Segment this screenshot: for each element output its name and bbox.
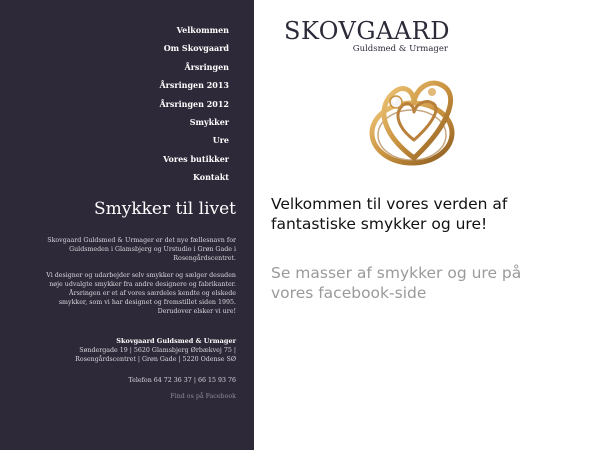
ring-diamond-highlight [393, 99, 397, 103]
logo[interactable] [284, 17, 450, 54]
nav-item-velkommen[interactable]: Velkommen [176, 25, 229, 35]
intro-paragraph: Skovgaard Guldsmed & Urmager er det nye fællesnavn for Guldsmeden i Glamsbjerg og Urstudio i Grøn Gade i Rosengårdscentret. [47, 237, 236, 262]
facebook-promo-link[interactable]: Se masser af smykker og ure på vores facebook-side [271, 264, 522, 302]
main-content [254, 0, 600, 450]
sidebar-heading: Smykker til livet [93, 199, 236, 219]
nav-item-kontakt[interactable]: Kontakt [192, 172, 229, 183]
nav-item-ure[interactable]: Ure [212, 135, 229, 146]
logo-tagline: Guldsmed & Urmager [352, 44, 448, 54]
welcome-headline: Velkommen til vores verden af fantastiske smykker og ure! [271, 195, 508, 233]
nav-item-om-skovgaard[interactable]: Om Skovgaard [163, 43, 229, 54]
nav-item-arsringen-2013[interactable]: Årsringen 2013 [159, 80, 229, 91]
nav-item-arsringen-2012[interactable]: Årsringen 2012 [159, 98, 229, 109]
nav-item-arsringen[interactable]: Årsringen [184, 61, 229, 72]
contact-company-name: Skovgaard Guldsmed & Urmager [116, 337, 236, 345]
about-paragraph: Vi designer og udarbejder selv smykker og sælger desuden nøje udvalgte smykker fra andre designere og fabrikanter. Årsringen er et af vores særdeles kendte og elskede smykker, som vi har designet og fremstillet siden 1995. Derudover elsker vi ure! [46, 272, 236, 315]
sidebar [0, 0, 254, 450]
ring-texture-spot [428, 88, 436, 96]
main-nav [159, 21, 229, 187]
logo-wordmark: SKOVGAARD [284, 17, 450, 45]
ring-diamond [390, 96, 402, 108]
heart-ring-image [354, 58, 474, 178]
contact-address: Søndergade 19 | 5620 Glamsbjerg Ørbækvej 75 | Rosengårdscentret | Grøn Gade | 5220 Odense SØ [75, 347, 236, 363]
facebook-link[interactable]: Find os på Facebook [170, 393, 236, 400]
nav-item-smykker[interactable]: Smykker [189, 117, 229, 128]
nav-item-vores-butikker[interactable]: Vores butikker [163, 153, 229, 164]
contact-phone: Telefon 64 72 36 37 | 66 15 93 76 [128, 377, 236, 384]
